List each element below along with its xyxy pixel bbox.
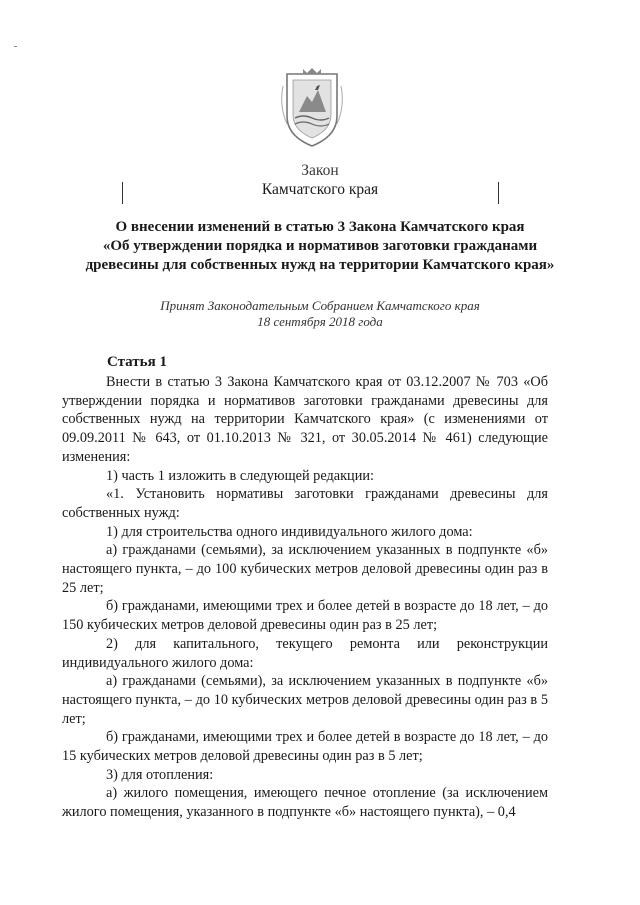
paragraph: 3) для отопления: <box>106 766 214 783</box>
adoption-line: Принят Законодательным Собранием Камчатского края <box>160 298 480 313</box>
paragraph: б) гражданами, имеющими трех и более детей в возрасте до 18 лет, – до 150 кубических метров деловой древесины один раз в 25 лет; <box>62 598 548 634</box>
paragraph: 1) для строительства одного индивидуального жилого дома: <box>106 523 473 540</box>
heading-line: О внесении изменений в статью 3 Закона Камчатского края <box>115 219 525 235</box>
heading-line: «Об утверждении порядка и нормативов заготовки гражданами <box>102 238 538 254</box>
paragraph: а) жилого помещения, имеющего печное отопление (за исключением жилого помещения, указанного в подпункте «б» настоящего пункта), – 0,4 <box>62 785 548 821</box>
document-type-title: Закон <box>301 162 339 179</box>
article-body <box>62 373 548 822</box>
paragraph: 1) часть 1 изложить в следующей редакции: <box>106 467 374 484</box>
adoption-date: 18 сентября 2018 года <box>257 314 383 329</box>
paragraph: а) гражданами (семьями), за исключением указанных в подпункте «б» настоящего пункта, – до 10 кубических метров деловой древесины один раз в 5 лет; <box>62 673 548 727</box>
region-title: Камчатского края <box>261 181 379 198</box>
paragraph: 2) для капитального, текущего ремонта или реконструкции индивидуального жилого дома: <box>62 635 548 671</box>
right-margin-bar <box>498 182 499 204</box>
paragraph: «1. Установить нормативы заготовки гражданами древесины для собственных нужд: <box>62 486 548 521</box>
article-title: Статья 1 <box>107 354 167 370</box>
coat-of-arms-icon <box>281 66 343 148</box>
law-heading <box>80 218 560 275</box>
heading-line: древесины для собственных нужд на территории Камчатского края» <box>85 257 555 273</box>
paragraph: Внести в статью 3 Закона Камчатского края от 03.12.2007 № 703 «Об утверждении порядка и нормативов заготовки гражданами древесины для собственных нужд на территории Камчатского края» (с изменениями от 09.09.2011 № 643, от 01.10.2013 № 321, от 30.05.2014 № 461) следующие изменения: <box>62 374 548 465</box>
paragraph: б) гражданами, имеющими трех и более детей в возрасте до 18 лет, – до 15 кубических метров деловой древесины один раз в 5 лет; <box>62 729 548 765</box>
scan-mark <box>14 46 17 47</box>
paragraph: а) гражданами (семьями), за исключением указанных в подпункте «б» настоящего пункта, – до 100 кубических метров деловой древесины один раз в 25 лет; <box>62 542 548 596</box>
adoption-note <box>60 298 580 330</box>
